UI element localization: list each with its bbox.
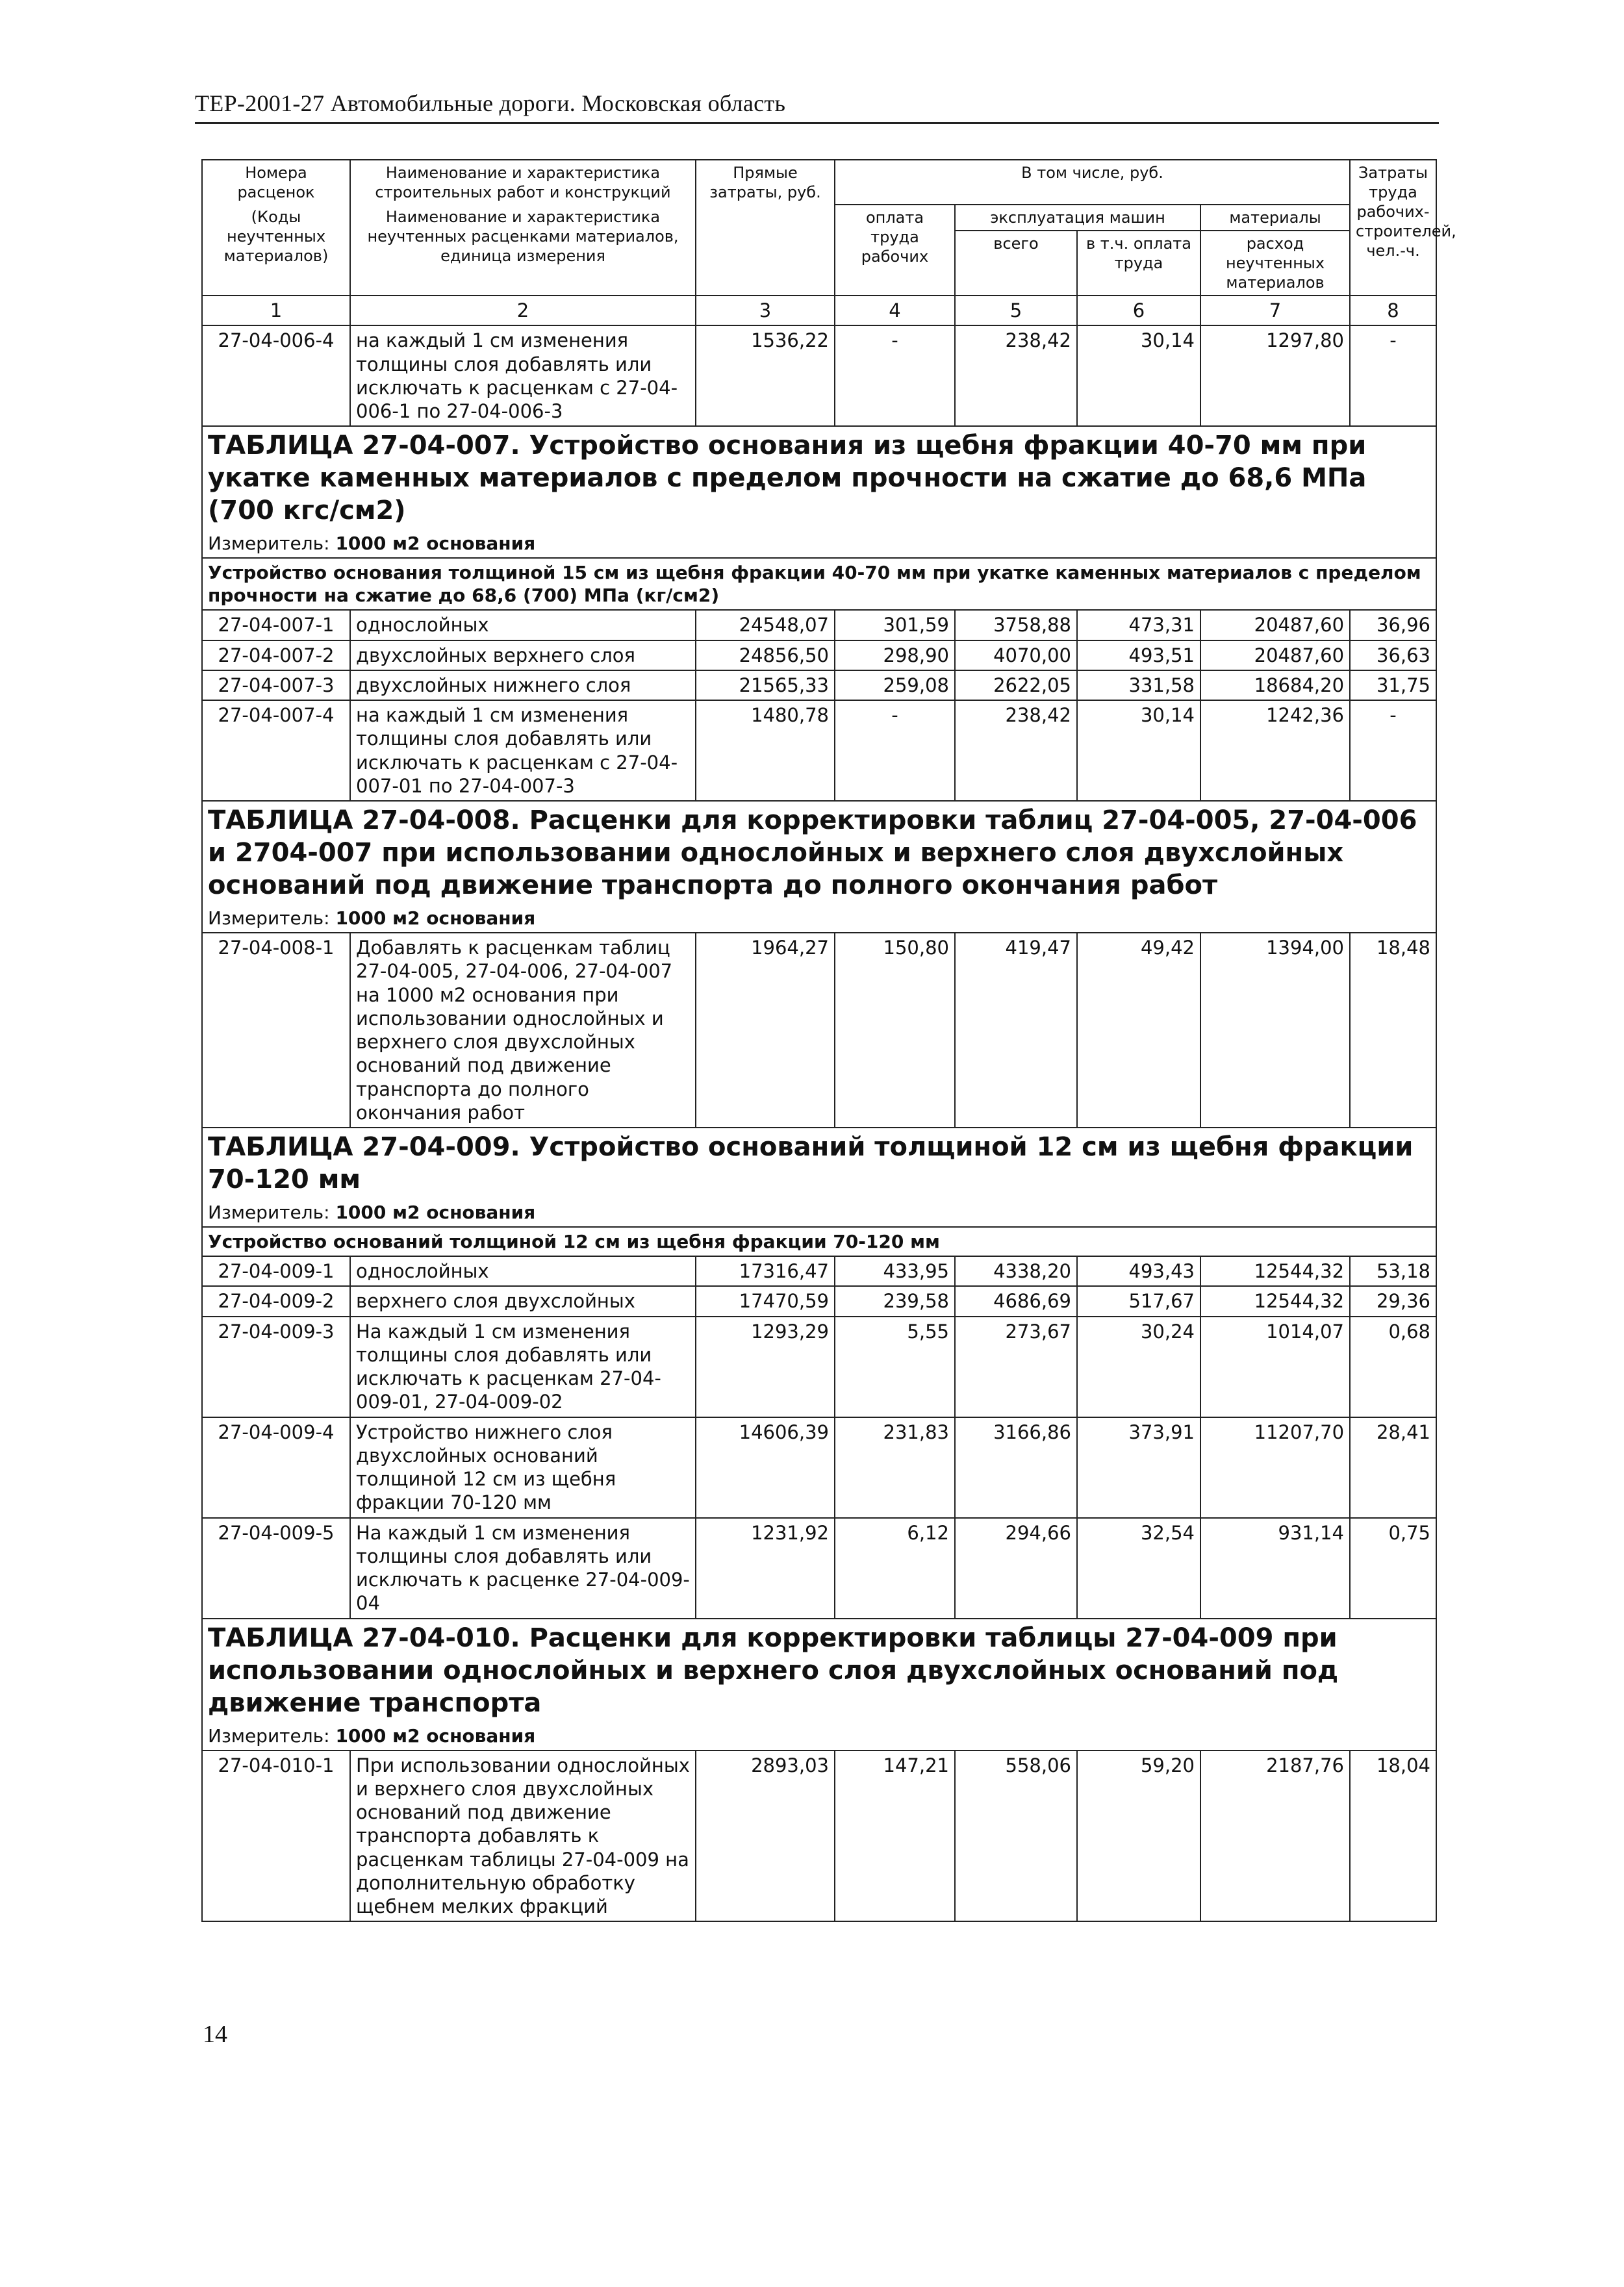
materials-cost: 1394,00 <box>1200 933 1350 1128</box>
table-row <box>202 700 1436 801</box>
col-name-subheader: Наименование и характеристика неучтенных расценками материалов, единица измерения <box>350 205 696 296</box>
machines-cost: 4070,00 <box>955 640 1077 670</box>
measure-label: Измеритель: <box>208 533 330 555</box>
measure-value: 1000 м2 основания <box>335 1725 536 1747</box>
direct-cost: 24548,07 <box>696 610 835 640</box>
column-number: 3 <box>696 296 835 325</box>
materials-cost: 20487,60 <box>1200 640 1350 670</box>
wages-cost: 301,59 <box>835 610 955 640</box>
machines-cost: 238,42 <box>955 325 1077 426</box>
labor-cost: 53,18 <box>1350 1256 1436 1286</box>
rate-code: 27-04-010-1 <box>202 1750 350 1922</box>
materials-cost: 1242,36 <box>1200 700 1350 801</box>
rate-code: 27-04-009-4 <box>202 1417 350 1518</box>
table-row <box>202 640 1436 670</box>
rate-code: 27-04-009-5 <box>202 1518 350 1619</box>
materials-cost: 2187,76 <box>1200 1750 1350 1922</box>
col-machines-total-header: всего <box>955 231 1077 296</box>
subtitle-row <box>202 1227 1436 1256</box>
measure-label: Измеритель: <box>208 907 330 929</box>
wages-cost: 231,83 <box>835 1417 955 1518</box>
labor-cost: 18,48 <box>1350 933 1436 1128</box>
table-row <box>202 325 1436 426</box>
col-machines-wages-header: в т.ч. оплата труда <box>1077 231 1200 296</box>
rate-name: на каждый 1 см изменения толщины слоя добавлять или исключать к расценкам с 27-04-007-01 по 27-04-007-3 <box>350 700 696 801</box>
machines-wages-cost: 373,91 <box>1077 1417 1200 1518</box>
column-number-row <box>202 296 1436 325</box>
section-subtitle: Устройство основания толщиной 15 см из щебня фракции 40-70 мм при укатке каменных материалов с пределом прочности на сжатие до 68,6 (700) МПа (кг/см2) <box>202 558 1436 610</box>
labor-cost: 28,41 <box>1350 1417 1436 1518</box>
col-name-header: Наименование и характеристика строительных работ и конструкций <box>350 160 696 205</box>
machines-wages-cost: 30,14 <box>1077 700 1200 801</box>
direct-cost: 24856,50 <box>696 640 835 670</box>
col-code-subheader: (Коды неучтенных материалов) <box>202 205 350 296</box>
table-row <box>202 1286 1436 1316</box>
labor-cost: 31,75 <box>1350 670 1436 700</box>
column-number: 1 <box>202 296 350 325</box>
column-number: 2 <box>350 296 696 325</box>
materials-cost: 12544,32 <box>1200 1286 1350 1316</box>
wages-cost: - <box>835 325 955 426</box>
machines-cost: 3166,86 <box>955 1417 1077 1518</box>
machines-cost: 419,47 <box>955 933 1077 1128</box>
rate-code: 27-04-008-1 <box>202 933 350 1128</box>
machines-wages-cost: 30,24 <box>1077 1317 1200 1417</box>
wages-cost: 150,80 <box>835 933 955 1128</box>
section-title-row <box>202 1128 1436 1198</box>
machines-wages-cost: 331,58 <box>1077 670 1200 700</box>
labor-cost: 36,63 <box>1350 640 1436 670</box>
measure-value: 1000 м2 основания <box>335 533 536 555</box>
rate-code: 27-04-007-3 <box>202 670 350 700</box>
rates-table <box>201 159 1456 1922</box>
measure-line <box>202 1198 1436 1227</box>
col-incl-header: В том числе, руб. <box>835 160 1350 205</box>
rate-name: однослойных <box>350 1256 696 1286</box>
materials-cost: 1297,80 <box>1200 325 1350 426</box>
measure-row <box>202 904 1436 933</box>
wages-cost: 239,58 <box>835 1286 955 1316</box>
wages-cost: 298,90 <box>835 640 955 670</box>
measure-label: Измеритель: <box>208 1202 330 1223</box>
section-subtitle: Устройство оснований толщиной 12 см из щебня фракции 70-120 мм <box>202 1227 1436 1256</box>
table-row <box>202 1750 1436 1922</box>
direct-cost: 2893,03 <box>696 1750 835 1922</box>
wages-cost: 5,55 <box>835 1317 955 1417</box>
direct-cost: 21565,33 <box>696 670 835 700</box>
labor-cost: - <box>1350 325 1436 426</box>
section-title-row <box>202 801 1436 904</box>
measure-row <box>202 1198 1436 1227</box>
rate-name: однослойных <box>350 610 696 640</box>
wages-cost: 433,95 <box>835 1256 955 1286</box>
rate-name: двухслойных нижнего слоя <box>350 670 696 700</box>
machines-wages-cost: 30,14 <box>1077 325 1200 426</box>
col-wages-header: оплата труда рабочих <box>835 205 955 296</box>
page-header: ТЕР-2001-27 Автомобильные дороги. Московская область <box>195 90 786 116</box>
machines-wages-cost: 49,42 <box>1077 933 1200 1128</box>
machines-wages-cost: 32,54 <box>1077 1518 1200 1619</box>
wages-cost: 6,12 <box>835 1518 955 1619</box>
machines-cost: 2622,05 <box>955 670 1077 700</box>
labor-cost: - <box>1350 700 1436 801</box>
table-title: ТАБЛИЦА 27-04-008. Расценки для корректировки таблиц 27-04-005, 27-04-006 и 2704-007 при использовании однослойных и верхнего слоя двухслойных оснований под движение транспорта до полного окончания работ <box>202 801 1436 904</box>
col-labor-header: Затраты труда рабочих-строителей, чел.-ч. <box>1350 160 1436 296</box>
col-materials-header: материалы <box>1200 205 1350 231</box>
wages-cost: - <box>835 700 955 801</box>
rate-name: Добавлять к расценкам таблиц 27-04-005, 27-04-006, 27-04-007 на 1000 м2 основания при использовании однослойных и верхнего слоя двухслойных оснований под движение транспорта до полного окончания работ <box>350 933 696 1128</box>
machines-wages-cost: 473,31 <box>1077 610 1200 640</box>
direct-cost: 1293,29 <box>696 1317 835 1417</box>
table-row <box>202 610 1436 640</box>
measure-label: Измеритель: <box>208 1725 330 1747</box>
rate-code: 27-04-007-1 <box>202 610 350 640</box>
measure-line <box>202 529 1436 558</box>
rate-code: 27-04-006-4 <box>202 325 350 426</box>
measure-line <box>202 1722 1436 1750</box>
machines-wages-cost: 517,67 <box>1077 1286 1200 1316</box>
column-number: 7 <box>1200 296 1350 325</box>
direct-cost: 17470,59 <box>696 1286 835 1316</box>
materials-cost: 18684,20 <box>1200 670 1350 700</box>
measure-line <box>202 904 1436 933</box>
direct-cost: 17316,47 <box>696 1256 835 1286</box>
rate-code: 27-04-007-4 <box>202 700 350 801</box>
table-title: ТАБЛИЦА 27-04-007. Устройство основания из щебня фракции 40-70 мм при укатке каменных материалов с пределом прочности на сжатие до 68,6 МПа (700 кгс/см2) <box>202 426 1436 529</box>
wages-cost: 147,21 <box>835 1750 955 1922</box>
direct-cost: 1480,78 <box>696 700 835 801</box>
table-row <box>202 1518 1436 1619</box>
machines-cost: 3758,88 <box>955 610 1077 640</box>
machines-wages-cost: 493,51 <box>1077 640 1200 670</box>
table-row <box>202 670 1436 700</box>
machines-cost: 558,06 <box>955 1750 1077 1922</box>
labor-cost: 0,75 <box>1350 1518 1436 1619</box>
direct-cost: 1536,22 <box>696 325 835 426</box>
table-title: ТАБЛИЦА 27-04-010. Расценки для корректировки таблицы 27-04-009 при использовании однослойных и верхнего слоя двухслойных оснований под движение транспорта <box>202 1619 1436 1722</box>
materials-cost: 20487,60 <box>1200 610 1350 640</box>
labor-cost: 0,68 <box>1350 1317 1436 1417</box>
rate-code: 27-04-009-2 <box>202 1286 350 1316</box>
column-number: 6 <box>1077 296 1200 325</box>
rate-name: На каждый 1 см изменения толщины слоя добавлять или исключать к расценке 27-04-009-04 <box>350 1518 696 1619</box>
col-direct-header: Прямые затраты, руб. <box>696 160 835 296</box>
rate-code: 27-04-009-3 <box>202 1317 350 1417</box>
rate-code: 27-04-007-2 <box>202 640 350 670</box>
materials-cost: 931,14 <box>1200 1518 1350 1619</box>
col-machines-header: эксплуатация машин <box>955 205 1200 231</box>
machines-cost: 4686,69 <box>955 1286 1077 1316</box>
wages-cost: 259,08 <box>835 670 955 700</box>
rate-name: При использовании однослойных и верхнего слоя двухслойных оснований под движение транспорта добавлять к расценкам таблицы 27-04-009 на дополнительную обработку щебнем мелких фракций <box>350 1750 696 1922</box>
rate-name: На каждый 1 см изменения толщины слоя добавлять или исключать к расценкам 27-04-009-01, 27-04-009-02 <box>350 1317 696 1417</box>
rate-name: верхнего слоя двухслойных <box>350 1286 696 1316</box>
table-title: ТАБЛИЦА 27-04-009. Устройство оснований толщиной 12 см из щебня фракции 70-120 мм <box>202 1128 1436 1198</box>
table-row <box>202 1317 1436 1417</box>
rate-name: на каждый 1 см изменения толщины слоя добавлять или исключать к расценкам с 27-04-006-1 по 27-04-006-3 <box>350 325 696 426</box>
subtitle-row <box>202 558 1436 610</box>
machines-cost: 294,66 <box>955 1518 1077 1619</box>
direct-cost: 14606,39 <box>696 1417 835 1518</box>
direct-cost: 1964,27 <box>696 933 835 1128</box>
rate-name: Устройство нижнего слоя двухслойных оснований толщиной 12 см из щебня фракции 70-120 мм <box>350 1417 696 1518</box>
column-number: 4 <box>835 296 955 325</box>
machines-wages-cost: 59,20 <box>1077 1750 1200 1922</box>
labor-cost: 36,96 <box>1350 610 1436 640</box>
labor-cost: 29,36 <box>1350 1286 1436 1316</box>
labor-cost: 18,04 <box>1350 1750 1436 1922</box>
direct-cost: 1231,92 <box>696 1518 835 1619</box>
section-title-row <box>202 1619 1436 1722</box>
machines-cost: 238,42 <box>955 700 1077 801</box>
machines-cost: 4338,20 <box>955 1256 1077 1286</box>
col-materials-unaccounted-header: расход неучтенных материалов <box>1200 231 1350 296</box>
column-number: 5 <box>955 296 1077 325</box>
measure-row <box>202 529 1436 558</box>
col-code-header: Номера расценок <box>202 160 350 205</box>
page-number: 14 <box>203 2021 227 2048</box>
column-number: 8 <box>1350 296 1436 325</box>
materials-cost: 12544,32 <box>1200 1256 1350 1286</box>
measure-value: 1000 м2 основания <box>335 907 536 929</box>
rate-code: 27-04-009-1 <box>202 1256 350 1286</box>
materials-cost: 1014,07 <box>1200 1317 1350 1417</box>
materials-cost: 11207,70 <box>1200 1417 1350 1518</box>
header-row-1 <box>202 160 1436 205</box>
machines-cost: 273,67 <box>955 1317 1077 1417</box>
machines-wages-cost: 493,43 <box>1077 1256 1200 1286</box>
header-divider <box>195 122 1439 124</box>
measure-value: 1000 м2 основания <box>335 1202 536 1223</box>
table-row <box>202 1256 1436 1286</box>
rate-name: двухслойных верхнего слоя <box>350 640 696 670</box>
section-title-row <box>202 426 1436 529</box>
table-row <box>202 1417 1436 1518</box>
measure-row <box>202 1722 1436 1750</box>
table-row <box>202 933 1436 1128</box>
